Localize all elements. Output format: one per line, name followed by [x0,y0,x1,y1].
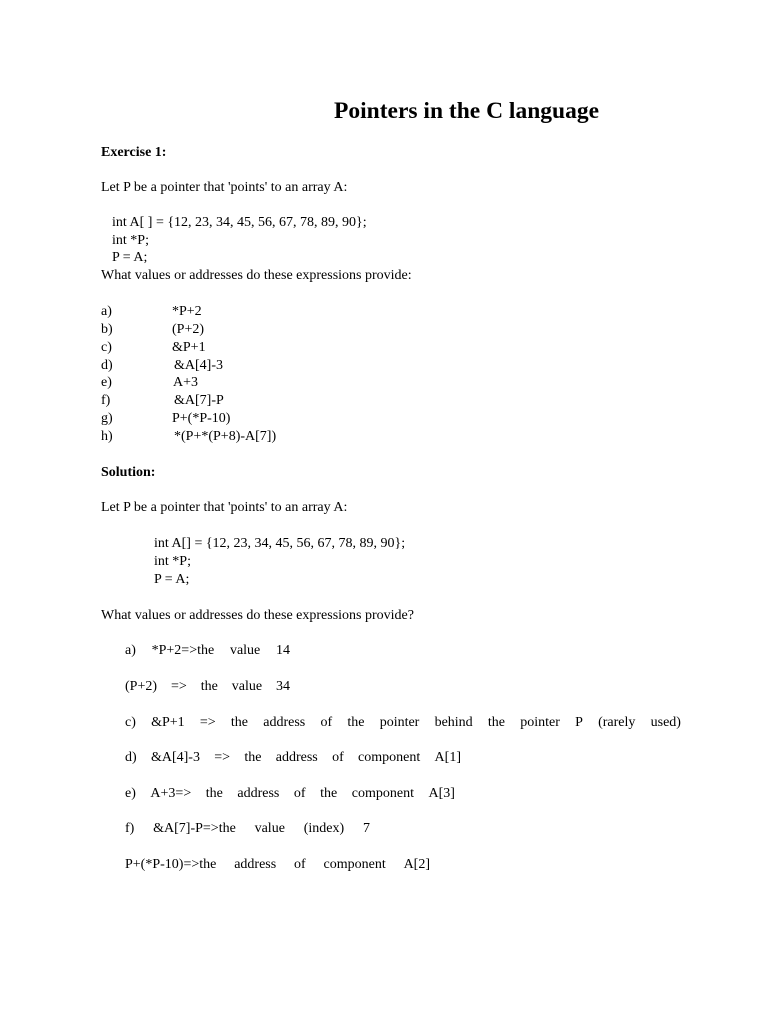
exercise-item-label: c) [101,340,112,355]
exercise-code-line: P = A; [112,250,148,265]
answer-word: &A[7]-P=>the [153,821,236,836]
answer-word: address [275,750,318,765]
exercise-item-label: b) [101,322,113,337]
answer-word: A+3=> [150,786,192,801]
solution-code-line: P = A; [154,572,190,587]
answer-word: the [347,715,365,730]
answer-word: the [230,715,249,730]
answer-word: c) [125,715,136,730]
solution-question: What values or addresses do these expressions provide? [101,608,414,623]
answer-word: a) [125,643,136,658]
answer-word: A[2] [403,857,430,872]
answer-word: used) [650,715,681,730]
answer-word: value [254,821,285,836]
answer-word: (rarely [598,715,636,730]
answer-word: A[3] [428,786,455,801]
answer-line-d [125,749,461,766]
answer-word: the [205,786,223,801]
answer-word: of [320,715,333,730]
answer-line-c [125,714,681,731]
answer-word: address [237,786,280,801]
exercise-item-expr: &A[7]-P [174,393,224,408]
exercise-item-expr: &A[4]-3 [174,358,223,373]
answer-word: 7 [362,821,370,836]
exercise-item-label: g) [101,411,113,426]
answer-word: P+(*P-10)=>the [125,857,217,872]
answer-line-a [125,642,290,659]
answer-line-b [125,678,290,695]
answer-word: of [332,750,344,765]
answer-word: of [294,857,306,872]
answer-word: A[1] [434,750,461,765]
answer-word: component [358,750,421,765]
exercise-item-label: e) [101,375,112,390]
answer-word: => [214,750,231,765]
answer-word: behind [434,715,473,730]
solution-code-line: int *P; [154,554,191,569]
exercise-item-label: d) [101,358,113,373]
answer-word: of [293,786,306,801]
answer-word: f) [125,821,135,836]
exercise-item-expr: &P+1 [172,340,206,355]
answer-word: P [575,715,583,730]
solution-code-line: int A[] = {12, 23, 34, 45, 56, 67, 78, 89, 90}; [154,536,406,551]
exercise-code-line: int *P; [112,233,149,248]
solution-heading: Solution: [101,465,156,480]
exercise-item-label: f) [101,393,111,408]
exercise-item-expr: A+3 [173,375,199,390]
answer-line-e [125,785,455,802]
answer-word: &A[4]-3 [150,750,200,765]
answer-word: the [244,750,262,765]
exercise-code-line: int A[ ] = {12, 23, 34, 45, 56, 67, 78, 89, 90}; [112,215,367,230]
solution-intro: Let P be a pointer that 'points' to an array A: [101,500,348,515]
exercise-item-expr: *P+2 [172,304,202,319]
answer-word: d) [125,750,137,765]
exercise-question: What values or addresses do these expressions provide: [101,268,412,283]
answer-word: address [263,715,306,730]
answer-word: => [199,715,216,730]
exercise-item-label: a) [101,304,112,319]
answer-word: &P+1 [151,715,185,730]
answer-word: value [231,679,263,694]
answer-line-g [125,856,430,873]
exercise-item-expr: *(P+*(P+8)-A[7]) [174,429,277,444]
answer-word: (P+2) [125,679,158,694]
answer-word: => [170,679,187,694]
exercise-item-expr: P+(*P-10) [172,411,231,426]
exercise-intro: Let P be a pointer that 'points' to an array A: [101,180,348,195]
answer-word: the [487,715,505,730]
answer-word: the [200,679,218,694]
answer-word: *P+2=>the [151,643,215,658]
answer-word: 34 [276,679,290,694]
answer-word: component [323,857,386,872]
answer-word: value [229,643,261,658]
answer-word: address [234,857,277,872]
page-title: Pointers in the C language [334,98,600,124]
answer-word: 14 [276,643,290,658]
answer-word: pointer [520,715,560,730]
answer-word: e) [125,786,136,801]
answer-word: (index) [303,821,345,836]
answer-word: the [320,786,338,801]
answer-line-f [125,820,370,837]
answer-word: component [351,786,414,801]
answer-word: pointer [379,715,420,730]
exercise-item-label: h) [101,429,113,444]
exercise-item-expr: (P+2) [172,322,205,337]
exercise-heading: Exercise 1: [101,145,167,160]
